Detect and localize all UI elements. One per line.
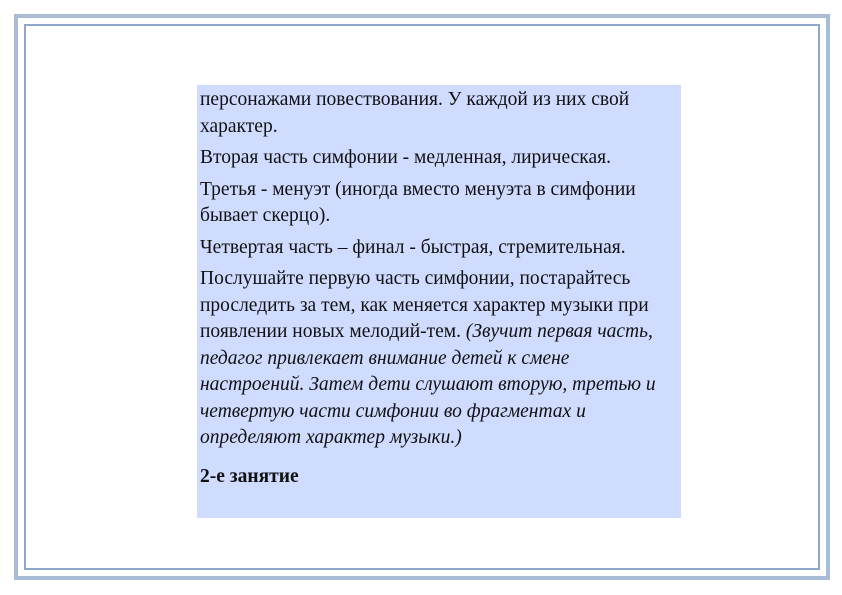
paragraph-characters: персонажами повествования. У каждой из них свой характер. bbox=[200, 89, 630, 137]
lesson-heading: 2-е занятие bbox=[200, 465, 299, 487]
paragraph-second-movement: Вторая часть симфонии - медленная, лирическая. bbox=[200, 147, 611, 168]
paragraph-listening-instructions bbox=[200, 266, 678, 452]
highlighted-text-block bbox=[197, 85, 681, 518]
stage-direction-text: (Звучит первая часть, педагог привлекает внимание детей к смене настроений. Затем дети слушают вторую, третью и четвертую части симфонии во фрагментах и определяют характер музыки.) bbox=[200, 321, 656, 448]
paragraph-third-movement: Третья - менуэт (иногда вместо менуэта в симфонии бывает скерцо). bbox=[200, 178, 636, 226]
paragraph-fourth-movement: Четвертая часть – финал - быстрая, стремительная. bbox=[200, 236, 626, 258]
instruction-text: Послушайте первую часть симфонии, постарайтесь проследить за тем, как меняется характер музыки при появлении новых мелодий-тем. bbox=[200, 268, 649, 342]
